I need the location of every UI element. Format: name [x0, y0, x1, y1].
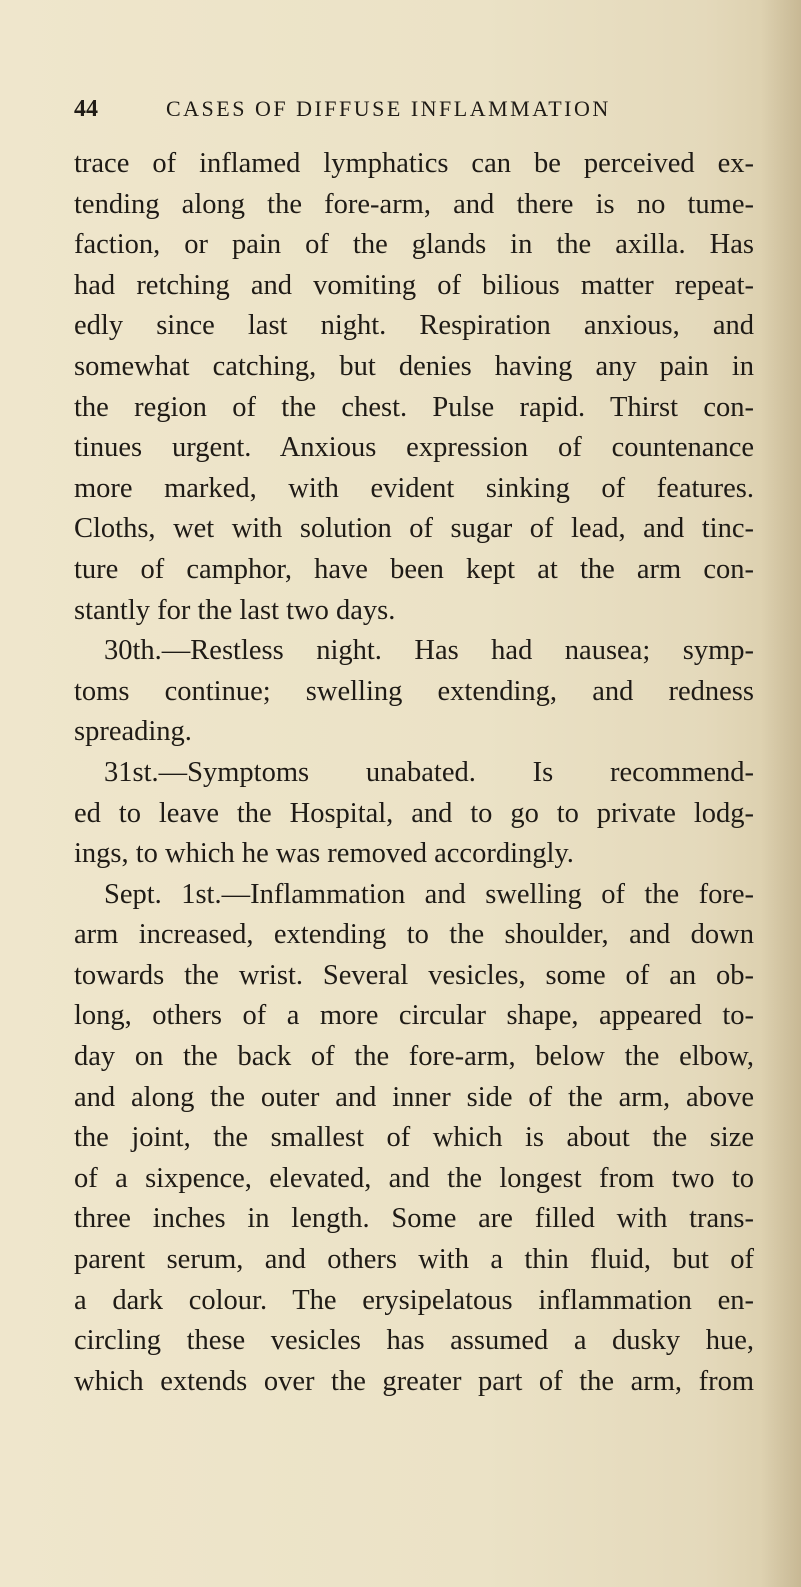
text-line: spreading.	[74, 716, 192, 748]
page-number: 44	[74, 96, 98, 122]
text-line: toms continue; swelling extending, and redness	[74, 675, 754, 707]
text-line: day on the back of the fore-arm, below the elbow,	[74, 1041, 754, 1073]
text-line: arm increased, extending to the shoulder, and down	[74, 919, 754, 951]
text-line: faction, or pain of the glands in the axilla. Has	[74, 229, 754, 261]
text-line: more marked, with evident sinking of features.	[74, 472, 754, 504]
text-line: somewhat catching, but denies having any pain in	[74, 350, 754, 382]
text-line: long, others of a more circular shape, appeared to-	[74, 1000, 754, 1032]
text-line: 30th.—Restless night. Has had nausea; symp-	[104, 635, 754, 667]
body-text	[74, 144, 754, 1402]
text-line: ings, to which he was removed accordingly.	[74, 838, 574, 870]
text-line: parent serum, and others with a thin fluid, but of	[74, 1244, 754, 1276]
text-line: towards the wrist. Several vesicles, some of an ob-	[74, 959, 754, 991]
text-line: and along the outer and inner side of the arm, above	[74, 1081, 754, 1113]
text-line: ture of camphor, have been kept at the arm con-	[74, 553, 754, 585]
text-line: of a sixpence, elevated, and the longest from two to	[74, 1162, 754, 1194]
text-line: a dark colour. The erysipelatous inflammation en-	[74, 1284, 754, 1316]
page-edge-shadow	[761, 0, 801, 1587]
text-line: trace of inflamed lymphatics can be perceived ex-	[74, 148, 754, 179]
text-line: which extends over the greater part of the arm, from	[74, 1365, 754, 1397]
text-line: had retching and vomiting of bilious matter repeat-	[74, 269, 754, 301]
running-title: CASES OF DIFFUSE INFLAMMATION	[166, 96, 611, 121]
running-header	[74, 96, 734, 132]
text-line: stantly for the last two days.	[74, 594, 396, 626]
text-line: tinues urgent. Anxious expression of countenance	[74, 432, 754, 464]
text-line: the region of the chest. Pulse rapid. Thirst con-	[74, 391, 754, 423]
text-line: Sept. 1st.—Inflammation and swelling of the fore-	[104, 878, 754, 910]
text-line: edly since last night. Respiration anxious, and	[74, 310, 754, 342]
text-line: three inches in length. Some are filled with trans-	[74, 1203, 754, 1235]
text-line: circling these vesicles has assumed a dusky hue,	[74, 1325, 754, 1357]
text-line: tending along the fore-arm, and there is no tume-	[74, 188, 754, 220]
text-line: ed to leave the Hospital, and to go to private lodg-	[74, 797, 754, 829]
text-line: Cloths, wet with solution of sugar of lead, and tinc-	[74, 513, 754, 545]
text-line: the joint, the smallest of which is about the size	[74, 1122, 754, 1154]
text-line: 31st.—Symptoms unabated. Is recommend-	[104, 756, 754, 788]
